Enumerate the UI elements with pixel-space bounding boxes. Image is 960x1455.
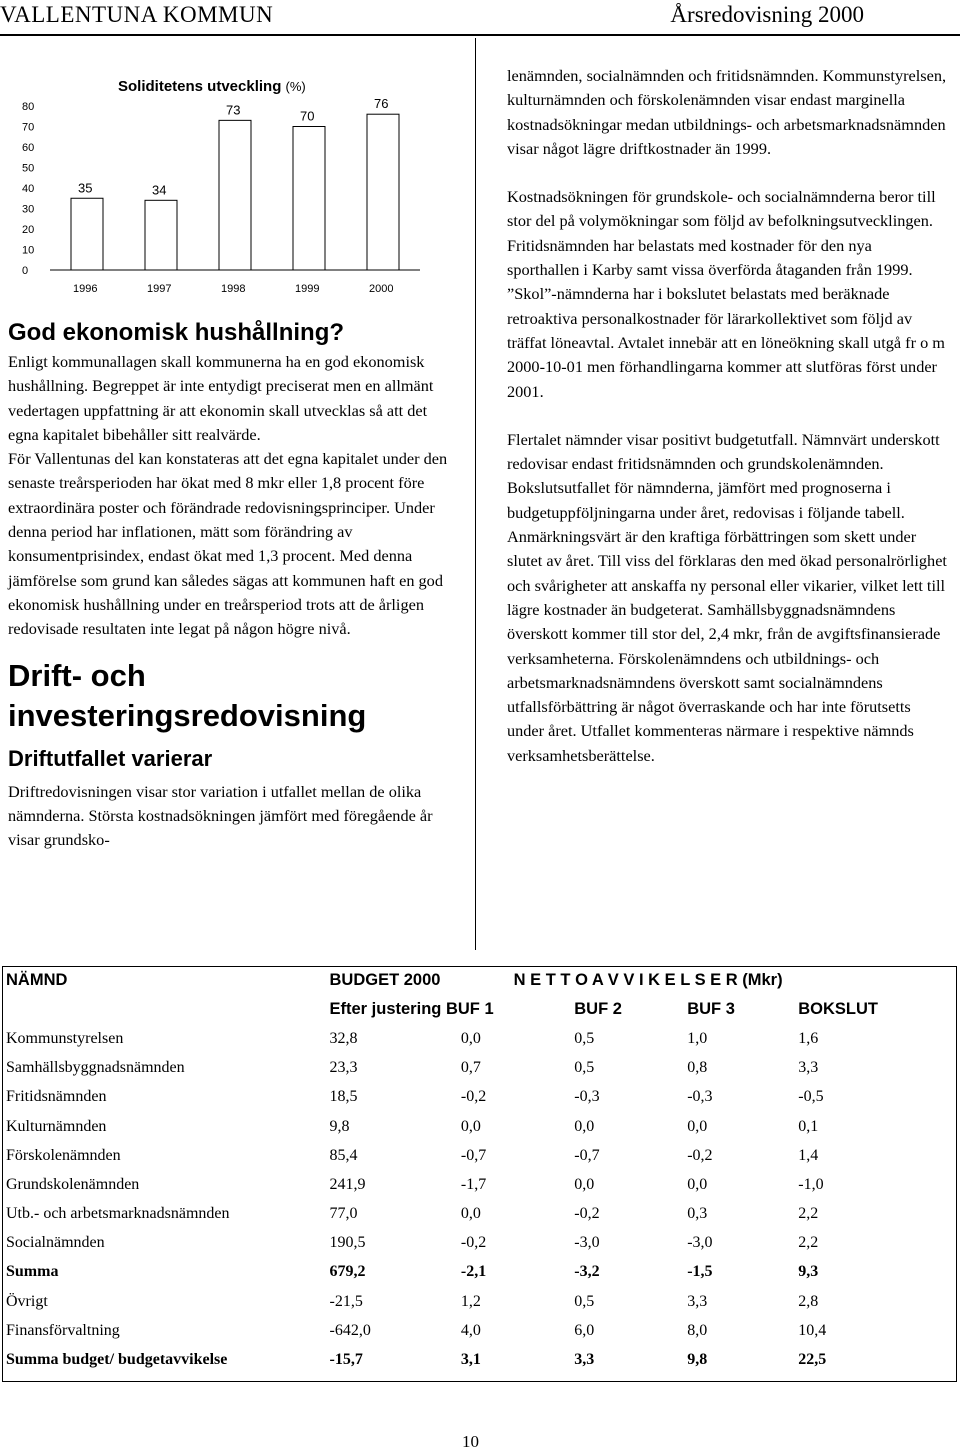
bar-1999 [293, 127, 325, 271]
row-value: -0,2 [460, 1088, 487, 1106]
y-tick-label: 30 [22, 203, 35, 216]
table-row [2, 1316, 957, 1345]
org-name: VALLENTUNA KOMMUN [0, 2, 274, 27]
x-tick-label-1999: 1999 [295, 283, 320, 295]
row-value: 2,8 [798, 1292, 819, 1310]
row-value: -2,1 [460, 1263, 487, 1281]
table-row [2, 1200, 957, 1229]
x-tick-label-2000: 2000 [369, 283, 394, 295]
row-value: 0,7 [460, 1059, 481, 1077]
row-value: 1,0 [687, 1029, 708, 1047]
right-column [507, 64, 947, 792]
header-budget-2000: BUDGET 2000 [329, 971, 441, 990]
row-value: 2,2 [798, 1234, 819, 1252]
row-value: -0,5 [798, 1088, 824, 1106]
row-value: 23,3 [329, 1059, 358, 1077]
row-value: -15,7 [329, 1351, 363, 1369]
row-value: -3,2 [574, 1263, 600, 1281]
row-label: Samhällsbyggnadsnämnden [6, 1059, 185, 1077]
table-row [2, 1287, 957, 1316]
bar-1996 [71, 198, 103, 270]
bar-1997 [145, 200, 177, 270]
row-value: 3,3 [687, 1292, 708, 1310]
budget-table [2, 966, 957, 1382]
row-value: 190,5 [329, 1234, 366, 1252]
row-value: -1,7 [460, 1175, 487, 1193]
table-header-row-1 [2, 966, 957, 995]
row-value: 1,2 [460, 1292, 481, 1310]
column-divider [475, 38, 476, 950]
row-value: 241,9 [329, 1175, 366, 1193]
row-value: 18,5 [329, 1088, 358, 1106]
data-label-1998: 73 [226, 102, 241, 118]
bar-2000 [367, 114, 399, 270]
row-value: 0,1 [798, 1117, 819, 1135]
row-value: 0,8 [687, 1059, 708, 1077]
table-row [2, 1083, 957, 1112]
data-label-1999: 70 [300, 108, 315, 124]
row-label: Utb.- och arbetsmarknadsnämnden [6, 1205, 230, 1223]
header-bokslut: BOKSLUT [798, 1000, 878, 1019]
row-value: 10,4 [798, 1321, 827, 1339]
table-header-row-2 [2, 995, 957, 1024]
row-value: -0,7 [460, 1146, 487, 1164]
row-value: -21,5 [329, 1292, 363, 1310]
row-label: Övrigt [6, 1292, 48, 1310]
paragraph-kommunallagen: Enligt kommunallagen skall kommunerna ha en god ekonomisk hushållning. Begreppet är inte entydigt preciserat men en allmänt vedertagen uppfattning är att ekonomin skall utvecklas så att det egna kapitalet bibehåller sitt realvärde. [8, 352, 434, 444]
row-value: 9,3 [798, 1263, 819, 1281]
chart-title-unit: (%) [285, 79, 306, 94]
report-title: Årsredovisning 2000 [670, 2, 864, 27]
paragraph-flertalet-namnder: Flertalet nämnder visar positivt budgetutfall. Nämnvärt underskott redovisar endast fritidsnämnden och grundskolenämnden. Bokslutsutfallet för nämnderna, jämfört med prognoserna i budgetuppföljningarna under året, redovisas i följande tabell. Anmärkningsvärt är den kraftiga förbättringen som skett under slutet av året. Till viss del förklaras den med ökad personalrörlighet och svårigheter att anskaffa ny personal eller vikarier, vilket lett till lägre kostnader än budgeterat. Samhällsbyggnadsnämndens överskott kommer till stor del, 2,4 mkr, från de avgiftsfinansierade verksamheterna. Förskolenämndens och utbildnings- och arbetsmarknadsnämndens överskott samt socialnämndens utfallsförbättring är något överraskande och har inte förutsetts under året. Utfallet kommenteras närmare i respektive nämnds verksamhetsberättelse. [507, 429, 947, 765]
row-label: Finansförvaltning [6, 1321, 120, 1339]
x-tick-label-1997: 1997 [147, 283, 172, 295]
row-value: 3,1 [460, 1351, 481, 1369]
row-value: -0,2 [687, 1146, 713, 1164]
y-tick-label: 20 [22, 224, 35, 236]
row-value: -0,7 [574, 1146, 600, 1164]
header-buf1: BUF 1 [445, 1000, 494, 1019]
row-value: 0,0 [460, 1029, 481, 1047]
table-row [2, 1258, 957, 1287]
row-value: 0,5 [574, 1059, 595, 1077]
header-buf3: BUF 3 [687, 1000, 735, 1019]
row-value: 9,8 [687, 1351, 708, 1369]
header-efter-justering: Efter justering [329, 1000, 442, 1019]
budget-table-grid [2, 966, 957, 1375]
heading-god-ekonomisk-hushallning: God ekonomisk hushållning? [8, 319, 345, 346]
row-value: 2,2 [798, 1205, 819, 1223]
row-value: -0,2 [574, 1205, 600, 1223]
y-tick-label: 60 [22, 142, 35, 154]
row-value: 6,0 [574, 1321, 595, 1339]
chart-title [118, 78, 306, 95]
paragraph-driftredovisningen: Driftredovisningen visar stor variation i utfallet mellan de olika nämnderna. Största kostnadsökningen jämfört med föregående år visar grundsko- [8, 781, 433, 850]
table-row [2, 1112, 957, 1141]
table-row [2, 1345, 957, 1374]
row-value: 77,0 [329, 1205, 358, 1223]
row-value: 0,0 [687, 1117, 708, 1135]
page-header [0, 0, 960, 36]
row-value: 85,4 [329, 1146, 358, 1164]
row-value: 3,3 [574, 1351, 595, 1369]
y-tick-label: 50 [22, 162, 35, 175]
row-value: 8,0 [687, 1321, 708, 1339]
row-value: 0,0 [574, 1117, 595, 1135]
paragraph-kostnadsokningen: Kostnadsökningen för grundskole- och socialnämnderna beror till stor del på volymökningar som följd av befolkningsutvecklingen. Fritidsnämnden har belastats med kostnader för den nya sporthallen i Karby samt vissa överförda åtaganden från 1999. ”Skol”-nämnderna har i bokslutet belastats med beräknade retroaktiva personalkostnader för lärarkollektivet som följd av träffat löneavtal. Avtalet innebär att en löneökning skall utgå fr o m 2000-10-01 men förhandlingarna kommer att slutföras först under 2001. [507, 187, 945, 401]
row-value: 4,0 [460, 1321, 481, 1339]
row-label: Summa [6, 1263, 59, 1281]
row-label: Socialnämnden [6, 1234, 105, 1252]
data-label-1996: 35 [78, 180, 93, 196]
row-label: Summa budget/ budgetavvikelse [6, 1351, 228, 1369]
row-value: 9,8 [329, 1117, 350, 1135]
budget-table-body [2, 966, 957, 1375]
table-row [2, 1229, 957, 1258]
header-nettoavvikelser: N E T T O A V V I K E L S E R (Mkr) [513, 971, 783, 990]
row-value: 0,3 [687, 1205, 708, 1223]
row-value: -3,0 [574, 1234, 600, 1252]
row-value: 0,0 [460, 1117, 481, 1135]
x-tick-label-1996: 1996 [73, 283, 98, 295]
row-value: 0,0 [687, 1175, 708, 1193]
y-tick-label: 70 [22, 121, 35, 134]
row-value: -3,0 [687, 1234, 713, 1252]
solidity-chart [0, 60, 440, 310]
y-tick-label: 0 [22, 265, 29, 277]
row-value: 0,5 [574, 1292, 595, 1310]
row-value: -0,3 [687, 1088, 713, 1106]
row-label: Kulturnämnden [6, 1117, 107, 1135]
table-row [2, 1054, 957, 1083]
row-value: -0,2 [460, 1234, 487, 1252]
row-value: 0,0 [460, 1205, 481, 1223]
row-value: -1,0 [798, 1175, 824, 1193]
row-value: 1,6 [798, 1029, 819, 1047]
y-tick-label: 10 [22, 244, 35, 257]
row-label: Förskolenämnden [6, 1146, 121, 1164]
chart-title-text: Soliditetens utveckling [118, 78, 282, 95]
left-column [8, 318, 460, 852]
chart-canvas [0, 60, 440, 310]
header-budget-netto [326, 966, 958, 995]
row-value: -1,5 [687, 1263, 713, 1281]
row-value: 32,8 [329, 1029, 358, 1047]
table-row [2, 1024, 957, 1053]
table-row [2, 1141, 957, 1170]
header-namnd: NÄMND [6, 971, 68, 990]
data-label-2000: 76 [374, 96, 389, 112]
paragraph-vallentunas-del: För Vallentunas del kan konstateras att det egna kapitalet under den senaste treårsperioden har ökat med 8 mkr eller 1,8 procent före extraordinära poster och förändrade redovisningsprinciper. Under denna period har inflationen, mätt som förändring av konsumentprisindex, endast ökat med 1,3 procent. Med denna jämförelse som grund kan således sägas att kommunen haft en god ekonomisk hushållning under en treårsperiod trots att de årligen redovisade resultaten inte legat på någon högre nivå. [8, 449, 448, 639]
row-value: 1,4 [798, 1146, 819, 1164]
header-efter-justering-buf1 [326, 995, 571, 1024]
header-rule [0, 34, 960, 36]
y-tick-label: 80 [22, 101, 35, 113]
row-label: Fritidsnämnden [6, 1088, 107, 1106]
heading-drift-och-investeringsredovisning: Drift- och investeringsredovisning [8, 657, 367, 733]
row-value: 679,2 [329, 1263, 366, 1281]
row-value: 22,5 [798, 1351, 827, 1369]
row-label: Kommunstyrelsen [6, 1029, 124, 1047]
y-tick-label: 40 [22, 183, 35, 195]
row-value: 0,5 [574, 1029, 595, 1047]
row-value: 3,3 [798, 1059, 819, 1077]
row-value: -642,0 [329, 1321, 371, 1339]
row-value: 0,0 [574, 1175, 595, 1193]
paragraph-lenamnden: lenämnden, socialnämnden och fritidsnämnden. Kommunstyrelsen, kulturnämnden och förskolenämnden visar endast marginella kostnadsökningar medan utbildnings- och arbetsmarknadsnämnden visar något lägre driftkostnader än 1999. [507, 66, 947, 158]
row-value: -0,3 [574, 1088, 600, 1106]
header-buf2: BUF 2 [574, 1000, 622, 1019]
table-row [2, 1170, 957, 1199]
row-label: Grundskolenämnden [6, 1175, 140, 1193]
x-tick-label-1998: 1998 [221, 283, 246, 295]
heading-driftutfallet-varierar: Driftutfallet varierar [8, 745, 213, 771]
data-label-1997: 34 [152, 182, 167, 198]
bar-1998 [219, 120, 251, 270]
page-number: 10 [462, 1432, 479, 1451]
